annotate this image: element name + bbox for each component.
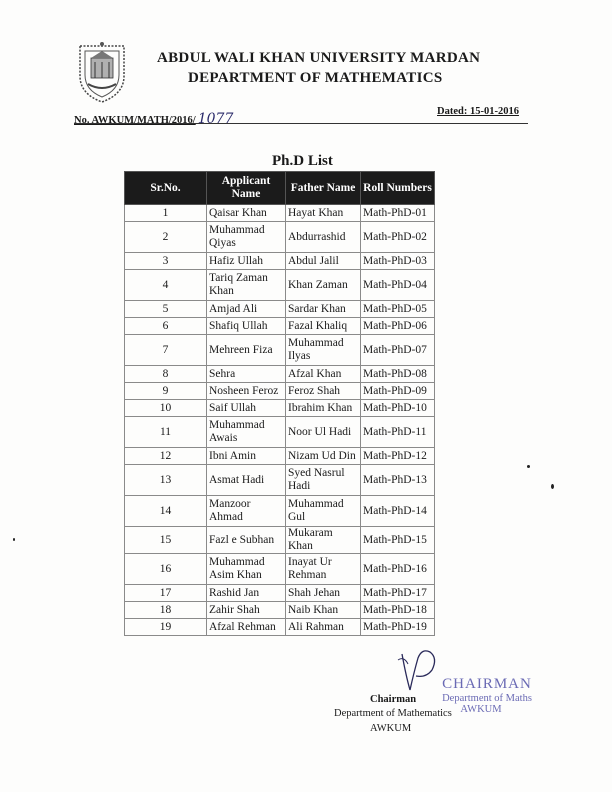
cell-father-name: Muhammad Ilyas: [286, 335, 361, 366]
cell-sr-no: 8: [125, 366, 207, 383]
stamp-department: Department of Maths: [442, 693, 532, 704]
cell-sr-no: 7: [125, 335, 207, 366]
cell-applicant-name: Tariq Zaman Khan: [207, 270, 286, 301]
cell-applicant-name: Shafiq Ullah: [207, 318, 286, 335]
cell-roll-number: Math-PhD-03: [361, 253, 435, 270]
cell-roll-number: Math-PhD-19: [361, 619, 435, 636]
table-row: [125, 222, 435, 253]
table-row: [125, 527, 435, 554]
cell-sr-no: 2: [125, 222, 207, 253]
table-row: [125, 448, 435, 465]
header-roll-numbers: Roll Numbers: [361, 172, 435, 205]
cell-sr-no: 19: [125, 619, 207, 636]
table-row: [125, 383, 435, 400]
header-father-name: Father Name: [286, 172, 361, 205]
cell-roll-number: Math-PhD-06: [361, 318, 435, 335]
cell-sr-no: 9: [125, 383, 207, 400]
cell-father-name: Hayat Khan: [286, 205, 361, 222]
table-row: [125, 496, 435, 527]
cell-applicant-name: Muhammad Asim Khan: [207, 554, 286, 585]
cell-father-name: Noor Ul Hadi: [286, 417, 361, 448]
scan-speck: [13, 538, 15, 541]
cell-sr-no: 12: [125, 448, 207, 465]
cell-roll-number: Math-PhD-15: [361, 527, 435, 554]
cell-applicant-name: Hafiz Ullah: [207, 253, 286, 270]
cell-applicant-name: Rashid Jan: [207, 585, 286, 602]
header-sr-no: Sr.No.: [125, 172, 207, 205]
cell-applicant-name: Asmat Hadi: [207, 465, 286, 496]
table-row: [125, 253, 435, 270]
cell-roll-number: Math-PhD-08: [361, 366, 435, 383]
cell-father-name: Sardar Khan: [286, 301, 361, 318]
cell-father-name: Afzal Khan: [286, 366, 361, 383]
cell-applicant-name: Ibni Amin: [207, 448, 286, 465]
cell-sr-no: 5: [125, 301, 207, 318]
department-name: DEPARTMENT OF MATHEMATICS: [188, 70, 443, 86]
cell-sr-no: 15: [125, 527, 207, 554]
cell-roll-number: Math-PhD-11: [361, 417, 435, 448]
phd-list-table: [124, 171, 435, 636]
cell-applicant-name: Manzoor Ahmad: [207, 496, 286, 527]
cell-father-name: Naib Khan: [286, 602, 361, 619]
header-applicant-name: Applicant Name: [207, 172, 286, 205]
cell-roll-number: Math-PhD-05: [361, 301, 435, 318]
table-row: [125, 465, 435, 496]
document-date: Dated: 15-01-2016: [437, 106, 519, 117]
cell-applicant-name: Amjad Ali: [207, 301, 286, 318]
cell-roll-number: Math-PhD-07: [361, 335, 435, 366]
cell-sr-no: 14: [125, 496, 207, 527]
cell-applicant-name: Fazl e Subhan: [207, 527, 286, 554]
cell-sr-no: 10: [125, 400, 207, 417]
table-row: [125, 270, 435, 301]
cell-applicant-name: Sehra: [207, 366, 286, 383]
cell-father-name: Muhammad Gul: [286, 496, 361, 527]
cell-applicant-name: Muhammad Awais: [207, 417, 286, 448]
cell-roll-number: Math-PhD-16: [361, 554, 435, 585]
cell-father-name: Feroz Shah: [286, 383, 361, 400]
cell-father-name: Khan Zaman: [286, 270, 361, 301]
scan-speck: [527, 465, 530, 468]
cell-sr-no: 1: [125, 205, 207, 222]
cell-sr-no: 13: [125, 465, 207, 496]
cell-applicant-name: Mehreen Fiza: [207, 335, 286, 366]
cell-roll-number: Math-PhD-18: [361, 602, 435, 619]
cell-sr-no: 3: [125, 253, 207, 270]
cell-sr-no: 4: [125, 270, 207, 301]
signatory-institution: AWKUM: [370, 723, 412, 734]
header-divider: [74, 123, 528, 124]
table-row: [125, 335, 435, 366]
cell-roll-number: Math-PhD-04: [361, 270, 435, 301]
cell-father-name: Abdurrashid: [286, 222, 361, 253]
cell-father-name: Shah Jehan: [286, 585, 361, 602]
cell-applicant-name: Qaisar Khan: [207, 205, 286, 222]
cell-sr-no: 17: [125, 585, 207, 602]
cell-father-name: Ibrahim Khan: [286, 400, 361, 417]
cell-father-name: Mukaram Khan: [286, 527, 361, 554]
cell-father-name: Syed Nasrul Hadi: [286, 465, 361, 496]
stamp-title: CHAIRMAN: [442, 676, 532, 692]
cell-roll-number: Math-PhD-02: [361, 222, 435, 253]
cell-roll-number: Math-PhD-10: [361, 400, 435, 417]
table-row: [125, 205, 435, 222]
cell-applicant-name: Zahir Shah: [207, 602, 286, 619]
cell-roll-number: Math-PhD-14: [361, 496, 435, 527]
cell-sr-no: 16: [125, 554, 207, 585]
cell-father-name: Abdul Jalil: [286, 253, 361, 270]
cell-applicant-name: Afzal Rehman: [207, 619, 286, 636]
table-row: [125, 301, 435, 318]
cell-father-name: Fazal Khaliq: [286, 318, 361, 335]
scan-speck: [551, 484, 554, 489]
signatory-department: Department of Mathematics: [334, 708, 452, 719]
cell-sr-no: 6: [125, 318, 207, 335]
list-title: Ph.D List: [272, 153, 333, 169]
table-row: [125, 366, 435, 383]
reference-number: [74, 111, 233, 127]
cell-father-name: Nizam Ud Din: [286, 448, 361, 465]
cell-applicant-name: Saif Ullah: [207, 400, 286, 417]
cell-applicant-name: Muhammad Qiyas: [207, 222, 286, 253]
table-row: [125, 619, 435, 636]
table-row: [125, 585, 435, 602]
reference-prefix: No. AWKUM/MATH/2016/: [74, 115, 196, 126]
cell-father-name: Inayat Ur Rehman: [286, 554, 361, 585]
cell-roll-number: Math-PhD-13: [361, 465, 435, 496]
table-row: [125, 400, 435, 417]
cell-roll-number: Math-PhD-17: [361, 585, 435, 602]
cell-sr-no: 11: [125, 417, 207, 448]
table-row: [125, 417, 435, 448]
cell-applicant-name: Nosheen Feroz: [207, 383, 286, 400]
cell-roll-number: Math-PhD-12: [361, 448, 435, 465]
stamp-institution: AWKUM: [460, 704, 502, 715]
cell-roll-number: Math-PhD-01: [361, 205, 435, 222]
cell-roll-number: Math-PhD-09: [361, 383, 435, 400]
table-row: [125, 554, 435, 585]
university-seal-icon: [74, 40, 130, 104]
university-name: ABDUL WALI KHAN UNIVERSITY MARDAN: [157, 50, 481, 66]
cell-sr-no: 18: [125, 602, 207, 619]
table-row: [125, 602, 435, 619]
signatory-title: Chairman: [370, 694, 417, 705]
table-row: [125, 318, 435, 335]
table-header-row: [125, 172, 435, 205]
reference-handwritten: 1077: [197, 111, 234, 127]
cell-father-name: Ali Rahman: [286, 619, 361, 636]
